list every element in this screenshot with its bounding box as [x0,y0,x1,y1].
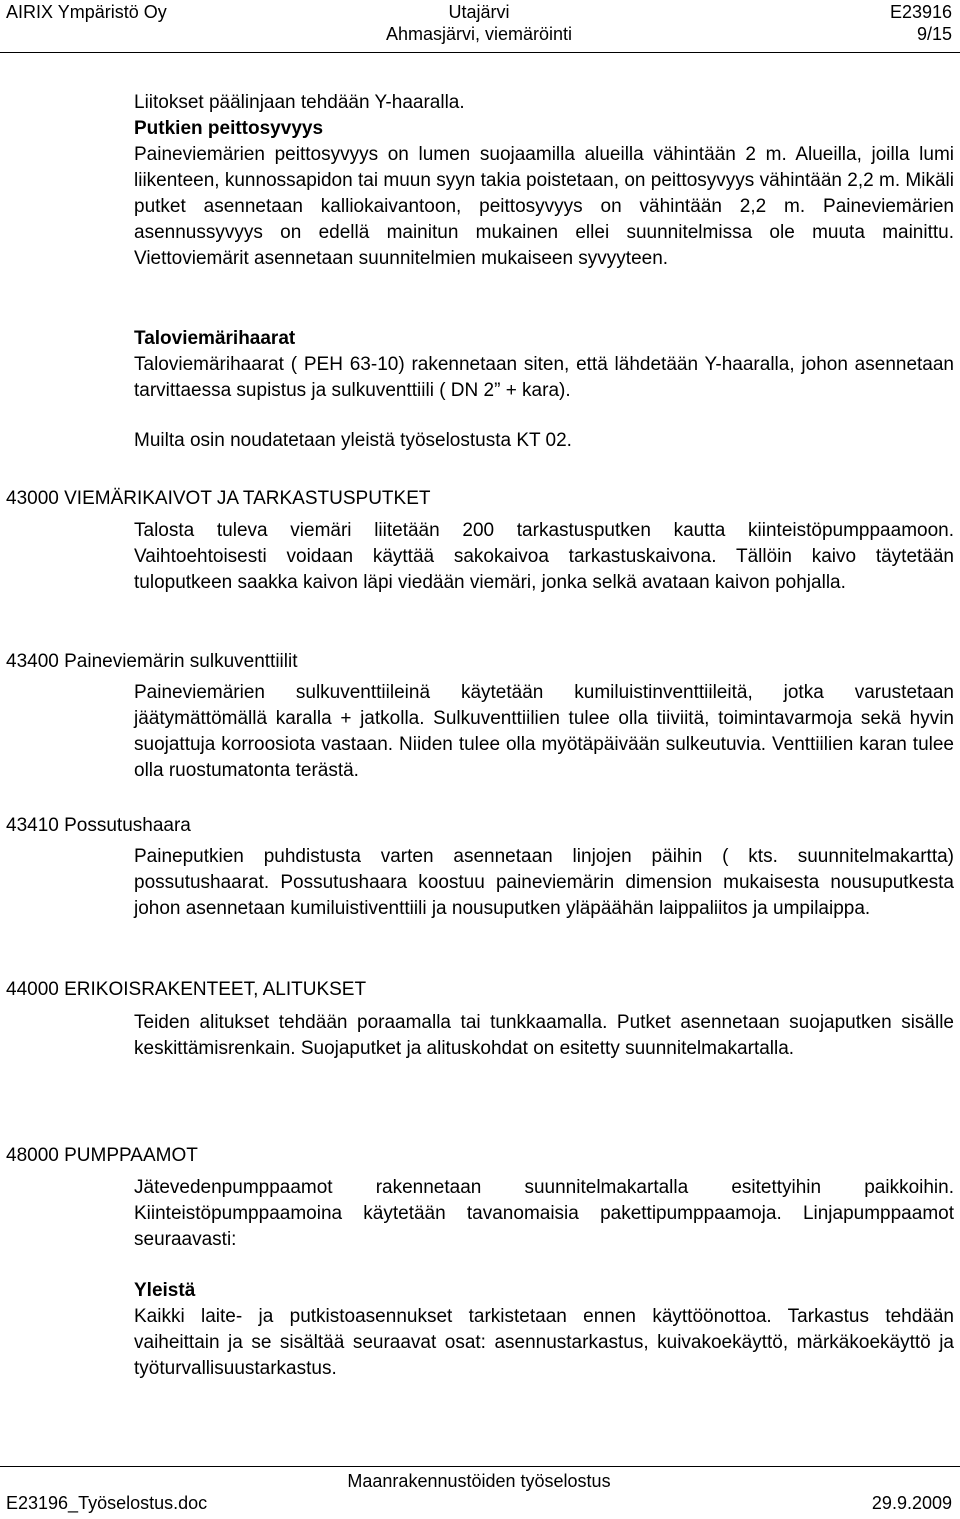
section-text-48000 [134,1175,954,1253]
page-header [0,0,960,53]
section-title-48000: 48000 PUMPPAAMOT [6,1145,198,1166]
section-paragraph: Paineputkien puhdistusta varten asennetaan linjojen päihin ( kts. suunnitelmakartta) possutushaarat. Possutushaara koostuu paineviemärin dimension mukaisesta nousuputkesta johon asennetaan kumiluistiventtiili ja nousuputken yläpäähän laippaliitos ja umpilaippa. [134,846,954,919]
section-title-43400: 43400 Paineviemärin sulkuventtiilit [6,651,298,672]
subsection-paragraph: Kaikki laite- ja putkistoasennukset tarkistetaan ennen käyttöönottoa. Tarkastus tehdään vaiheittain ja se sisältää seuraavat osat: asennustarkastus, kuivakoekäyttö, märkäkoekäyttö ja työturvallisuustarkastus. [134,1306,954,1379]
paragraph-peittosyvyys: Paineviemärien peittosyvyys on lumen suojaamilla alueilla vähintään 2 m. Alueilla, joilla lumi liikenteen, kunnossapidon tai muun syyn takia poistetaan, on peittosyvyys vähintään 2,2 m. Mikäli putket asennetaan kalliokaivantoon, peittosyvyys on vähintään 2,2 m. Paineviemärien asennussyvyys on edellä mainitun mukainen ellei suunnitelmissa ole muuta mainittu. Viettoviemärit asennetaan suunnitelmien mukaiseen syvyyteen. [134,144,954,269]
footer-file-name: E23196_Työselostus.doc [6,1493,208,1513]
header-row-1 [6,0,952,24]
header-page-number: 9/15 [916,24,952,44]
section-title-43410: 43410 Possutushaara [6,815,191,836]
paragraph-general-note: Muilta osin noudatetaan yleistä työselostusta KT 02. [134,430,572,451]
section-title-44000: 44000 ERIKOISRAKENTEET, ALITUKSET [6,979,367,1000]
intro-block [134,90,954,272]
paragraph-taloviemarihaarat: Taloviemärihaarat ( PEH 63-10) rakennetaan siten, että lähdetään Y-haaralla, johon asennetaan tarvittaessa supistus ja sulkuventtiili ( DN 2” + kara). [134,354,954,401]
section-text-43000 [134,518,954,596]
heading-taloviemarihaarat: Taloviemärihaarat [134,328,296,349]
page-footer [0,1466,960,1519]
header-company: AIRIX Ympäristö Oy [6,2,167,22]
subsection-yleista [134,1278,954,1382]
section-paragraph: Jätevedenpumppaamot rakennetaan suunnitelmakartalla esitettyihin paikkoihin. Kiinteistöpumppaamoina käytetään tavanomaisia pakettipumppaamoja. Linjapumppaamot seuraavasti: [134,1177,954,1250]
footer-date: 29.9.2009 [871,1493,952,1513]
intro-line: Liitokset päälinjaan tehdään Y-haaralla. [134,92,465,113]
section-text-43410 [134,844,954,922]
footer-row-1 [6,1469,952,1493]
section-paragraph: Talosta tuleva viemäri liitetään 200 tarkastusputken kautta kiinteistöpumppaamoon. Vaihtoehtoisesti voidaan käyttää sakokaivoa tarkastuskaivona. Tällöin kaivo täytetään tuloputkeen saakka kaivon läpi viedään viemäri, jonka selkä avataan kaivon pohjalla. [134,520,954,593]
header-project-code: E23916 [889,2,952,22]
heading-peittosyvyys: Putkien peittosyvyys [134,118,324,139]
section-text-43400 [134,680,954,784]
header-location: Utajärvi [448,2,510,22]
footer-row-2 [6,1491,952,1515]
header-project-name: Ahmasjärvi, viemäröinti [385,24,573,44]
subheading-yleista: Yleistä [134,1280,196,1301]
footer-doc-title: Maanrakennustöiden työselostus [347,1471,611,1491]
general-note-block [134,428,954,454]
section-paragraph: Teiden alitukset tehdään poraamalla tai tunkkaamalla. Putket asennetaan suojaputken sisälle keskittämisrenkain. Suojaputket ja alituskohdat on esitetty suunnitelmakartalla. [134,1012,954,1059]
section-title-43000: 43000 VIEMÄRIKAIVOT JA TARKASTUSPUTKET [6,488,431,509]
header-row-2 [6,22,952,46]
section-paragraph: Paineviemärien sulkuventtiileinä käytetään kumiluistinventtiileitä, jotka varustetaan jäätymättömällä karalla + jatkolla. Sulkuventtiilien tulee olla tiiviitä, toimintavarmoja sekä hyvin suojattuja korroosiota vastaan. Niiden tulee olla myötäpäivään sulkeutuvia. Venttiilien karan tulee olla ruostumatonta terästä. [134,682,954,781]
section-text-44000 [134,1010,954,1062]
taloviemari-block [134,326,954,404]
